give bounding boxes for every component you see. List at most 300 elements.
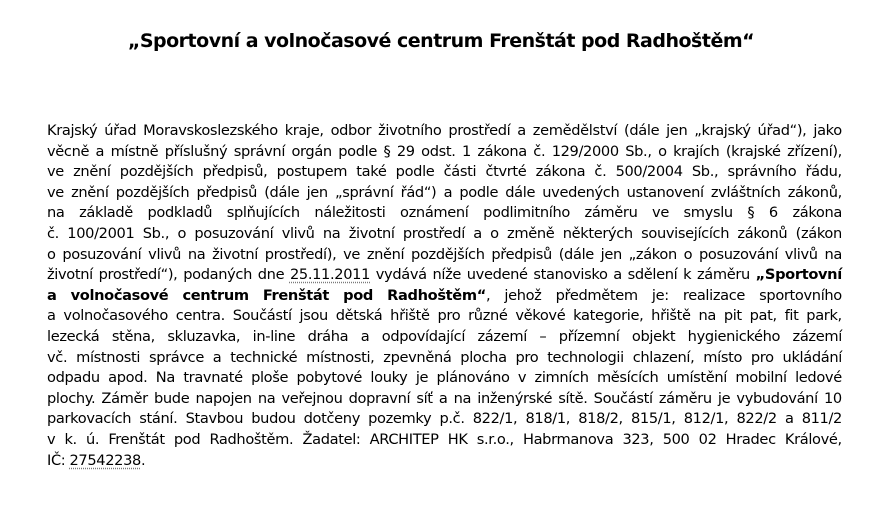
word [154,389,189,410]
text-fragment: posuzování [698,245,779,263]
text-fragment: apod. [108,369,148,387]
word [539,327,546,348]
word [518,368,526,389]
word [793,327,842,348]
text-fragment: parkovacích [47,410,132,428]
text-fragment: a [443,183,453,201]
text-fragment: náležitosti [314,204,386,222]
word [297,368,363,389]
word [338,142,377,163]
word [751,348,774,369]
text-fragment: místně [110,142,159,160]
word [300,306,328,327]
text-fragment: ledové [795,369,842,387]
text-fragment: životní [212,245,258,263]
word [411,245,485,266]
text-fragment: předpisů [491,245,552,263]
text-fragment: ARCHITEP [369,430,439,448]
word [805,162,841,183]
word [108,368,147,389]
text-fragment: k. [64,430,77,448]
text-fragment: zákonů, [787,183,842,201]
text-fragment: a [47,307,56,325]
text-fragment: stání. [139,410,178,428]
word [601,245,622,266]
text-fragment: předmětem [555,286,638,304]
word [663,430,690,451]
text-fragment: jen [666,122,688,139]
text-fragment: odpovídající [381,327,466,345]
text-fragment: budou [251,410,296,428]
text-fragment: krajích [673,142,720,160]
word [403,224,465,245]
text-fragment: o [490,224,499,242]
word [613,265,622,286]
text-fragment: 323, [622,430,654,448]
paragraph-line [47,142,842,163]
paragraph-line [47,327,842,348]
word [796,224,842,245]
word [632,327,675,348]
word [504,286,541,307]
text-fragment: hygienického [687,327,781,345]
word [683,286,745,307]
word [737,224,787,245]
word [792,203,842,224]
word [290,265,370,286]
text-fragment: § [383,142,391,160]
word [64,430,76,451]
word [165,142,228,163]
text-fragment: plánováno [436,369,510,387]
bold-text: centrum [182,286,249,304]
text-fragment: technické [230,348,298,366]
word [507,224,554,245]
word [651,306,691,327]
highlighted-reference: 27542238 [69,451,141,469]
word [71,286,169,307]
text-fragment: životního [378,122,442,139]
text-fragment: místnosti [76,348,141,366]
text-fragment: vydává [375,266,427,284]
text-fragment: technologii [547,348,624,366]
word [401,183,437,204]
word [728,162,797,183]
word [785,430,842,451]
text-fragment: pat, [749,307,777,325]
word [227,203,300,224]
word [177,224,186,245]
paragraph-line [47,306,842,327]
text-fragment: splňujících [226,204,300,222]
word [684,245,693,266]
word [624,121,659,142]
word [769,203,778,224]
text-fragment: chlazení, [632,348,695,366]
word [148,245,181,266]
word [785,409,794,430]
text-fragment: čtvrté [485,163,527,181]
word [628,265,678,286]
text-fragment: (dále [558,245,594,263]
word [183,368,242,389]
word [86,430,99,451]
text-fragment: je: [651,286,669,304]
text-fragment: vybudování [736,389,818,407]
text-fragment: Sb., [625,142,652,160]
word [454,389,472,410]
word [120,162,194,183]
text-fragment: 100/2001 [67,224,135,242]
text-fragment: 29 [396,142,415,160]
paragraph-line [47,409,842,430]
word [585,203,638,224]
text-fragment: Záměr [101,389,148,407]
word [526,409,571,430]
text-fragment: je [415,369,429,387]
word [459,183,498,204]
text-fragment: 822/1, [472,410,518,428]
text-fragment: pro [515,348,539,366]
text-fragment: na [698,307,716,325]
word [383,348,451,369]
word [47,409,131,430]
word [735,368,786,389]
word [491,245,552,266]
text-fragment: řád“) [400,183,437,201]
text-fragment: ú. [85,430,100,448]
text-fragment: jen [600,245,622,263]
text-fragment: fit [784,307,799,325]
word [343,286,373,307]
text-fragment: zázemí [477,327,527,345]
word [99,265,178,286]
text-fragment: znění [71,183,109,201]
word [421,142,455,163]
word [533,142,545,163]
word [47,306,56,327]
text-fragment: věcně [47,142,90,160]
highlighted-reference: 25.11.2011 [289,266,371,284]
word [726,142,781,163]
word [629,245,677,266]
bold-text: Radhoštěm“ [387,286,486,304]
text-fragment: k [683,266,692,284]
text-fragment: umístění [666,369,728,387]
text-fragment: vlivů [784,245,818,263]
text-fragment: 818/1, [525,410,571,428]
word [699,245,778,266]
word [47,348,67,369]
text-fragment: „správní [334,183,394,201]
word [233,306,292,327]
text-fragment: na [824,245,842,263]
document-body [47,121,842,471]
text-fragment: Součástí [232,307,292,325]
word [616,162,683,183]
text-fragment: ve [343,245,361,263]
text-fragment: 02 [698,430,717,448]
text-fragment: zákonů [737,224,788,242]
text-fragment: a [613,266,622,284]
text-fragment: podlimitního [483,204,570,222]
text-fragment: Habrmanova [522,430,614,448]
text-fragment: zimních [534,369,589,387]
text-fragment: místnosti, [306,348,375,366]
word [47,121,97,142]
text-fragment: hřiště [651,307,691,325]
bold-text: Frenštát [262,286,330,304]
text-fragment: příslušný [164,142,228,160]
text-fragment: dětská [335,307,383,325]
text-fragment: travnaté [183,369,243,387]
text-fragment: „krajský [694,122,751,139]
text-fragment: inženýrské [477,389,553,407]
text-fragment: sportovního [759,286,842,304]
word [370,368,407,389]
text-fragment: Radhoštěm. [209,430,294,448]
text-fragment: pod [173,430,201,448]
text-fragment: lezecká [47,327,100,345]
text-fragment: § [747,204,755,222]
text-fragment: smyslu [683,204,733,222]
text-fragment: plocha [460,348,507,366]
text-fragment: č. [594,163,607,181]
word [802,409,842,430]
word [116,183,190,204]
word [724,306,742,327]
word [477,430,514,451]
text-fragment: in-line [252,327,296,345]
word [547,348,624,369]
word [47,224,59,245]
text-fragment: s.r.o., [476,430,514,448]
text-fragment: dne [257,266,285,284]
word [282,224,315,245]
word [69,451,145,472]
text-fragment: 818/2, [578,410,623,428]
text-fragment: plochy. [47,389,96,407]
text-fragment: centra. [175,307,225,325]
word [659,389,712,410]
text-fragment: HK [447,430,468,448]
text-fragment: pozdějších [115,183,190,201]
word [467,265,528,286]
text-fragment: ustanovení [626,183,704,201]
word [516,348,539,369]
word [673,142,719,163]
word [578,409,623,430]
text-fragment: č. [47,224,59,242]
word [47,327,99,348]
word [62,245,141,266]
word [370,430,439,451]
text-fragment: bude [153,389,190,407]
word [535,368,589,389]
text-fragment: vlivů [281,224,315,242]
word [264,183,299,204]
word [302,430,360,451]
word [335,183,394,204]
text-fragment: zákona [535,163,586,181]
text-fragment: znění [73,163,111,181]
text-fragment: č. [533,142,546,160]
text-fragment: posuzování [194,224,274,242]
text-fragment: 815/1, [631,410,676,428]
word [594,389,653,410]
word [396,162,435,183]
text-fragment: veřejnou [281,389,343,407]
text-fragment: a [95,142,105,160]
word [382,327,465,348]
word [684,409,729,430]
paragraph-line [47,286,842,307]
paragraph-line [47,451,842,472]
word [658,142,667,163]
word [349,389,411,410]
text-fragment: prostředí [448,122,511,139]
text-fragment: zákona [477,142,527,160]
word [203,162,268,183]
text-fragment: zpevněná [383,348,452,366]
text-fragment: zvláštních [710,183,781,201]
word [251,368,288,389]
word [517,121,526,142]
word [176,306,225,327]
text-fragment: podaných [183,266,252,284]
text-fragment: Moravskoslezského [143,122,278,139]
text-fragment: různé [468,307,508,325]
word [47,286,57,307]
word [212,245,258,266]
text-fragment: věkové [515,307,566,325]
text-fragment: o [658,142,667,160]
text-fragment: pozdějších [411,245,485,263]
text-fragment: (zákon [795,224,842,242]
text-fragment: Žadatel: [302,430,361,448]
word [824,245,842,266]
word [697,265,750,286]
word [631,409,676,430]
word [104,121,136,142]
word [573,306,643,327]
paragraph-line [47,265,842,286]
word [477,327,526,348]
word [285,121,324,142]
text-fragment: a [473,224,482,242]
text-fragment: 129/2000 [551,142,619,160]
word [416,368,428,389]
word [258,265,284,286]
text-fragment: dále [505,183,536,201]
word [356,162,386,183]
bold-text: volnočasové [70,286,169,304]
word [47,368,100,389]
word [195,389,251,410]
text-fragment: orgán [291,142,332,160]
word [756,265,842,286]
word [263,286,329,307]
word [277,162,347,183]
text-fragment: vč. [47,348,68,366]
text-fragment: znění [366,245,405,263]
word [188,245,206,266]
text-fragment: ve [652,204,669,222]
paragraph-line [47,183,842,204]
word [533,121,617,142]
text-fragment: kraje, [284,122,324,139]
word [186,409,244,430]
text-fragment: 822/2 [736,410,777,428]
word [183,265,252,286]
word [633,348,695,369]
text-fragment: přízemní [558,327,620,345]
bold-text: „Sportovní [755,266,842,284]
word [759,286,842,307]
word [112,327,155,348]
word [699,430,717,451]
word [625,142,651,163]
text-fragment: dotčeny [303,410,360,428]
text-fragment: v [47,430,56,448]
word [542,183,619,204]
word [108,430,164,451]
word [785,245,818,266]
word [291,142,331,163]
word [559,327,620,348]
word [490,224,499,245]
word [336,306,383,327]
text-fragment: na [187,245,206,263]
word [750,306,777,327]
text-fragment: životní [47,266,93,284]
text-fragment: prostředí“), [98,266,178,284]
text-fragment: pro [437,307,461,325]
text-fragment: IČ: [47,451,66,469]
text-fragment: základě [79,204,133,222]
text-fragment: (dále [264,183,300,201]
word [563,224,633,245]
paragraph-line [47,224,842,245]
word [101,389,147,410]
text-fragment: pit [723,307,742,325]
text-fragment: hřiště [390,307,430,325]
text-fragment: je [717,389,731,407]
text-fragment: prostředí [402,224,465,242]
word [47,451,65,472]
text-fragment: Na [155,369,175,387]
text-fragment: jen [306,183,328,201]
word [143,121,278,142]
text-fragment: pozemky [368,410,432,428]
word [251,409,295,430]
word [376,265,427,286]
word [47,162,64,183]
text-fragment: oznámení [400,204,469,222]
text-fragment: úřad [104,122,137,139]
word [747,203,754,224]
text-fragment: ploše [251,369,289,387]
word [684,203,733,224]
word [400,203,468,224]
word [692,162,718,183]
word [468,306,507,327]
text-fragment: záměru [584,204,638,222]
text-fragment: (dále [624,122,660,139]
word [444,183,453,204]
text-fragment: řádu, [805,163,842,181]
word [711,183,781,204]
